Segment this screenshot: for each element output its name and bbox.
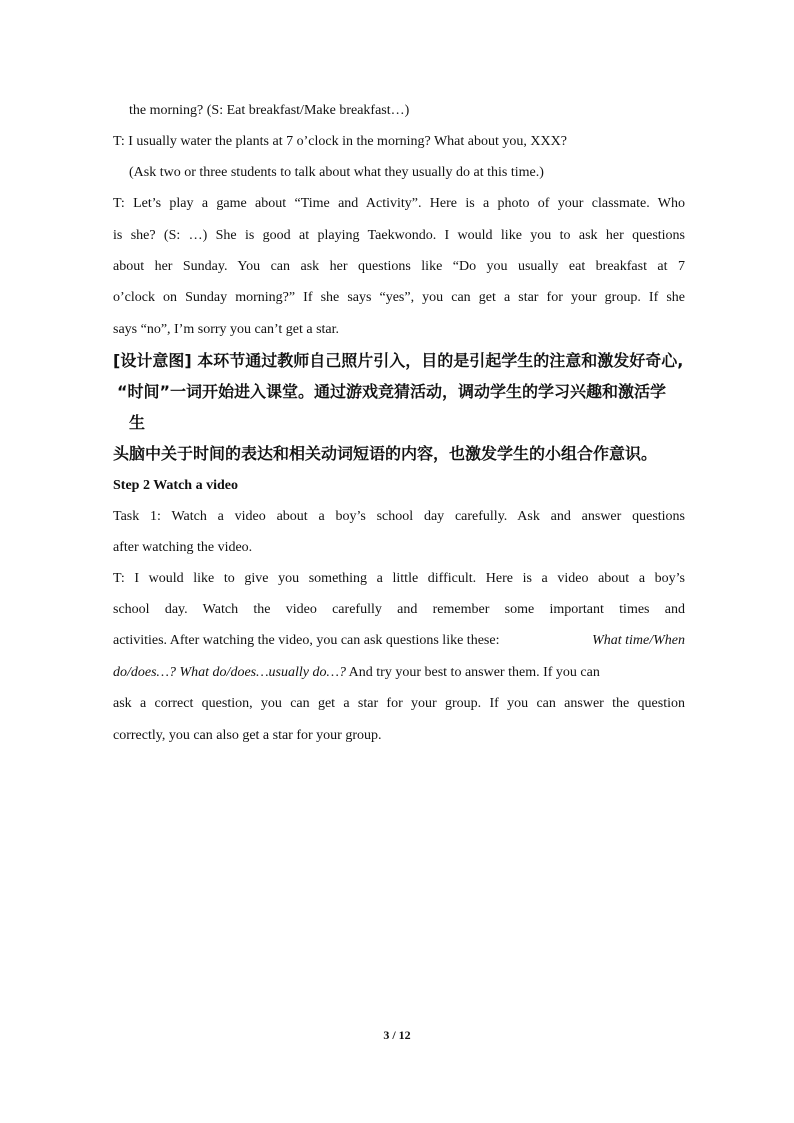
body-line: after watching the video. xyxy=(113,540,253,555)
body-line: ask a correct question, you can get a star for your group. If you can answer the question xyxy=(113,696,685,711)
body-line: Task 1: Watch a video about a boy’s school day carefully. Ask and answer questions xyxy=(113,509,685,524)
section-heading: Step 2 Watch a video xyxy=(113,478,238,493)
body-line: the morning? (S: Eat breakfast/Make breakfast…) xyxy=(129,103,410,118)
body-line: (Ask two or three students to talk about what they usually do at this time.) xyxy=(129,165,544,180)
body-text: And try your best to answer them. If you can xyxy=(345,665,600,680)
body-line: o’clock on Sunday morning?” If she says “yes”, you can get a star for your group. If she xyxy=(113,290,685,305)
design-note-line: 生 xyxy=(129,413,146,432)
design-note-line: 头脑中关于时间的表达和相关动词短语的内容，也激发学生的小组合作意识。 xyxy=(113,444,658,463)
italic-question-pattern: do/does…? What do/does…usually do…? xyxy=(113,665,346,680)
design-note-line: [设计意图] 本环节通过教师自己照片引入，目的是引起学生的注意和激发好奇心, xyxy=(113,351,684,370)
italic-question-pattern: What time/When xyxy=(592,633,685,648)
body-line: T: Let’s play a game about “Time and Activity”. Here is a photo of your classmate. Who xyxy=(113,196,685,211)
design-note-line: “时间”一词开始进入课堂。通过游戏竞猜活动，调动学生的学习兴趣和激活学 xyxy=(117,382,667,401)
body-line: about her Sunday. You can ask her questions like “Do you usually eat breakfast at 7 xyxy=(113,259,685,274)
body-line xyxy=(113,631,685,651)
body-line: T: I usually water the plants at 7 o’clock in the morning? What about you, XXX? xyxy=(113,134,567,149)
body-line xyxy=(113,663,685,683)
body-line: school day. Watch the video carefully and remember some important times and xyxy=(113,602,685,617)
body-line: T: I would like to give you something a little difficult. Here is a video about a boy’s xyxy=(113,571,685,586)
page-number: 3 / 12 xyxy=(383,1028,411,1042)
body-text: activities. After watching the video, you can ask questions like these: xyxy=(113,633,500,648)
body-line: says “no”, I’m sorry you can’t get a star. xyxy=(113,322,340,337)
body-line: is she? (S: …) She is good at playing Taekwondo. I would like you to ask her questions xyxy=(113,228,685,243)
body-line: correctly, you can also get a star for your group. xyxy=(113,728,382,743)
